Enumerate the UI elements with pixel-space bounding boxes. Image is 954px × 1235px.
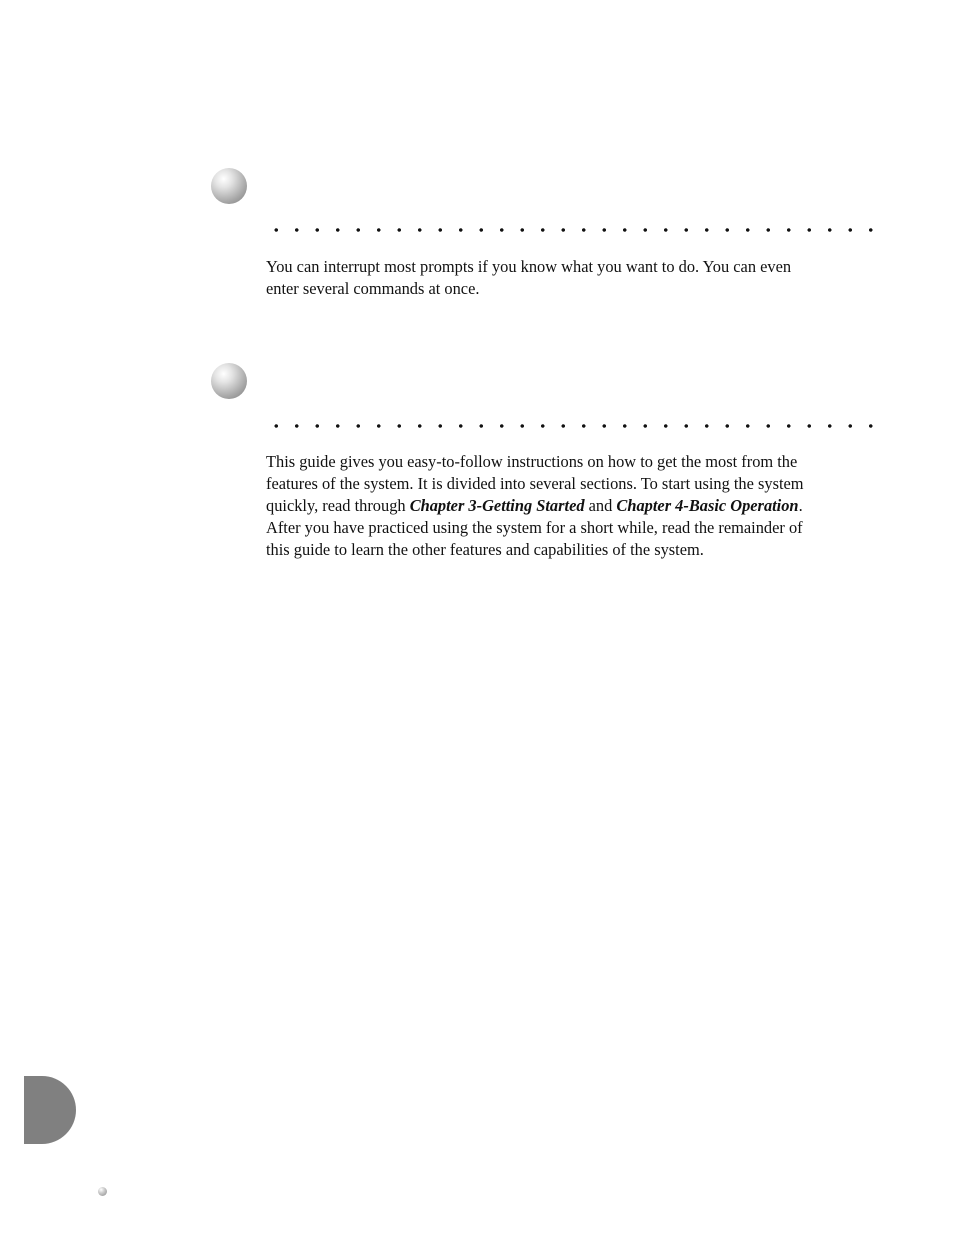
- paragraph-line: After you have practiced using the system for a short while, read the remainder of: [266, 518, 803, 537]
- dotted-rule: [266, 228, 882, 232]
- chapter-tab-marker: [24, 1076, 76, 1144]
- chapter-3-reference: Chapter 3-Getting Started: [409, 496, 585, 515]
- paragraph-line: features of the system. It is divided into several sections. To start using the system: [266, 474, 804, 493]
- paragraph-line: [266, 495, 876, 517]
- section-2-paragraph: [266, 451, 876, 561]
- paragraph-line: enter several commands at once.: [266, 279, 480, 298]
- text-run: and: [584, 496, 617, 515]
- dotted-rule: [266, 424, 882, 428]
- section-1-paragraph: [266, 256, 876, 300]
- section-bullet-sphere-icon: [211, 363, 247, 399]
- text-run: quickly, read through: [266, 496, 410, 515]
- chapter-4-reference: Chapter 4-Basic Operation: [616, 496, 799, 515]
- section-bullet-sphere-icon: [211, 168, 247, 204]
- text-run: .: [798, 496, 803, 515]
- page-footer-sphere-icon: [98, 1187, 107, 1196]
- paragraph-line: You can interrupt most prompts if you know what you want to do. You can even: [266, 257, 792, 276]
- paragraph-line: This guide gives you easy-to-follow instructions on how to get the most from the: [266, 452, 798, 471]
- paragraph-line: this guide to learn the other features and capabilities of the system.: [266, 540, 704, 559]
